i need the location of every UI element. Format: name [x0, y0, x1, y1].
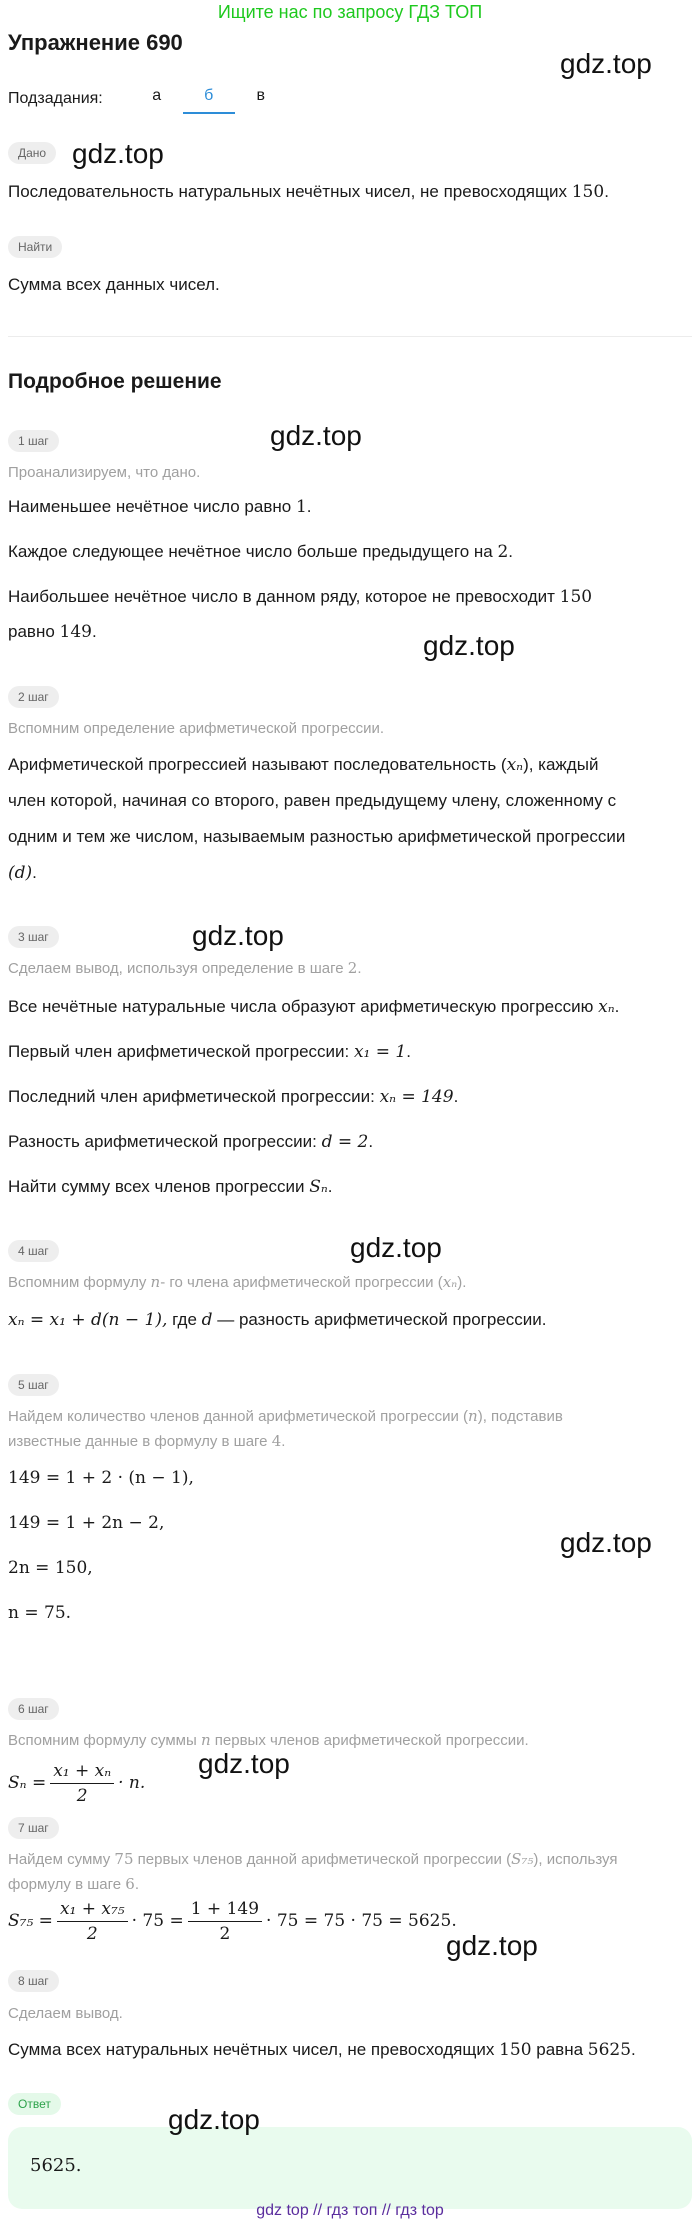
step-8-line-1: Сумма всех натуральных нечётных чисел, не превосходящих 150 равна 5625.: [8, 2040, 636, 2060]
subtask-tab-a[interactable]: а: [152, 87, 162, 104]
step-3-hint: Сделаем вывод, используя определение в шаге 2.: [8, 959, 362, 977]
watermark: gdz.top: [192, 920, 284, 951]
watermark: gdz.top: [423, 630, 515, 661]
footer-link-3[interactable]: гдз top: [395, 2202, 444, 2219]
watermark: gdz.top: [350, 1232, 442, 1263]
footer-link-1[interactable]: gdz top: [256, 2202, 309, 2219]
step-1-badge: 1 шаг: [8, 430, 59, 452]
step-1-line-3: Наибольшее нечётное число в данном ряду, которое не превосходит 150: [8, 587, 593, 607]
step-2-line-3: одним и тем же числом, называемым разностью арифметической прогрессии: [8, 827, 626, 846]
step-3-line-3: Последний член арифметической прогрессии: xₙ = 149.: [8, 1087, 459, 1107]
step-3-line-2: Первый член арифметической прогрессии: x₁ = 1.: [8, 1042, 411, 1062]
step-6-fraction: $\frac{\text{x₁ + xₙ}}{2}$: [50, 1759, 114, 1808]
step-1-line-1: Наименьшее нечётное число равно 1.: [8, 497, 312, 517]
watermark: gdz.top: [446, 1930, 538, 1961]
find-badge: Найти: [8, 236, 62, 258]
step-7-hint-2: формулу в шаге 6.: [8, 1875, 139, 1893]
solution-title: Подробное решение: [8, 370, 222, 393]
step-6-hint: Вспомним формулу суммы n первых членов арифметической прогрессии.: [8, 1731, 529, 1749]
step-3-line-4: Разность арифметической прогрессии: d = 2.: [8, 1132, 374, 1152]
watermark: gdz.top: [168, 2104, 260, 2135]
step-7-hint-1: Найдем сумму 75 первых членов данной арифметической прогрессии (S₇₅), используя: [8, 1850, 618, 1868]
given-badge: Дано: [8, 142, 56, 164]
step-5-eq-4: n = 75.: [8, 1603, 72, 1623]
step-5-eq-1: 149 = 1 + 2 · (n − 1),: [8, 1468, 194, 1488]
step-8-hint: Сделаем вывод.: [8, 2005, 123, 2022]
footer-link-2[interactable]: гдз топ: [326, 2202, 378, 2219]
step-4-badge: 4 шаг: [8, 1240, 59, 1262]
step-2-line-1: Арифметической прогрессией называют последовательность (xₙ), каждый: [8, 755, 599, 775]
watermark: gdz.top: [198, 1748, 290, 1779]
step-7-fraction-1: $\frac{\text{x₁ + x₇₅}}{2}$: [57, 1897, 128, 1946]
step-5-badge: 5 шаг: [8, 1374, 59, 1396]
subtask-tab-b[interactable]: б: [183, 84, 235, 114]
watermark: gdz.top: [72, 138, 164, 169]
step-4-hint: Вспомним формулу n- го члена арифметической прогрессии (xₙ).: [8, 1273, 467, 1291]
step-3-line-1: Все нечётные натуральные числа образуют арифметическую прогрессию xₙ.: [8, 997, 620, 1017]
step-7-badge: 7 шаг: [8, 1817, 59, 1839]
step-2-line-2: член которой, начиная со второго, равен предыдущему члену, сложенному с: [8, 791, 617, 810]
watermark: gdz.top: [270, 420, 362, 451]
step-5-hint-2: известные данные в формулу в шаге 4.: [8, 1432, 286, 1450]
subtasks-bar: [8, 84, 287, 114]
answer-value: 5625.: [30, 2155, 82, 2176]
watermark: gdz.top: [560, 1527, 652, 1558]
step-6-badge: 6 шаг: [8, 1698, 59, 1720]
step-1-hint: Проанализируем, что дано.: [8, 464, 201, 481]
answer-box: [8, 2127, 692, 2209]
step-3-line-5: Найти сумму всех членов прогрессии Sₙ.: [8, 1177, 333, 1197]
footer-separator: //: [313, 2202, 323, 2219]
given-text: Последовательность натуральных нечётных чисел, не превосходящих 150.: [8, 182, 609, 202]
step-7-fraction-2: $\frac{1 + 149}{2}$: [188, 1897, 262, 1946]
step-5-hint-1: Найдем количество членов данной арифметической прогрессии (n), подставив: [8, 1407, 563, 1425]
step-1-line-2: Каждое следующее нечётное число больше предыдущего на 2.: [8, 542, 514, 562]
subtasks-label: Подзадания:: [8, 90, 103, 107]
footer-separator: //: [381, 2202, 391, 2219]
step-6-formula: Sₙ = $\frac{\text{x₁ + xₙ}}{2}$ · n.: [8, 1761, 146, 1807]
step-4-formula: xₙ = x₁ + d(n − 1), где d — разность арифметической прогрессии.: [8, 1310, 547, 1330]
step-2-line-4: (d).: [8, 863, 37, 883]
top-banner[interactable]: Ищите нас по запросу ГДЗ ТОП: [217, 2, 483, 22]
step-1-line-4: равно 149.: [8, 622, 97, 642]
page-title: Упражнение 690: [8, 30, 183, 55]
step-7-formula: S₇₅ = $\frac{\text{x₁ + x₇₅}}{2}$ · 75 = $\frac{1 + 149}{2}$ · 75 = 75 · 75 = 5625.: [8, 1899, 457, 1945]
find-text: Сумма всех данных чисел.: [8, 275, 220, 294]
step-3-badge: 3 шаг: [8, 926, 59, 948]
step-2-badge: 2 шаг: [8, 686, 59, 708]
answer-badge: Ответ: [8, 2093, 61, 2115]
step-5-eq-3: 2n = 150,: [8, 1558, 93, 1578]
step-2-hint: Вспомним определение арифметической прогрессии.: [8, 720, 385, 737]
step-5-eq-2: 149 = 1 + 2n − 2,: [8, 1513, 165, 1533]
footer-links: [0, 2202, 700, 2220]
section-divider: [8, 336, 692, 337]
watermark: gdz.top: [560, 48, 652, 79]
subtask-tab-v[interactable]: в: [256, 87, 265, 104]
step-8-badge: 8 шаг: [8, 1970, 59, 1992]
